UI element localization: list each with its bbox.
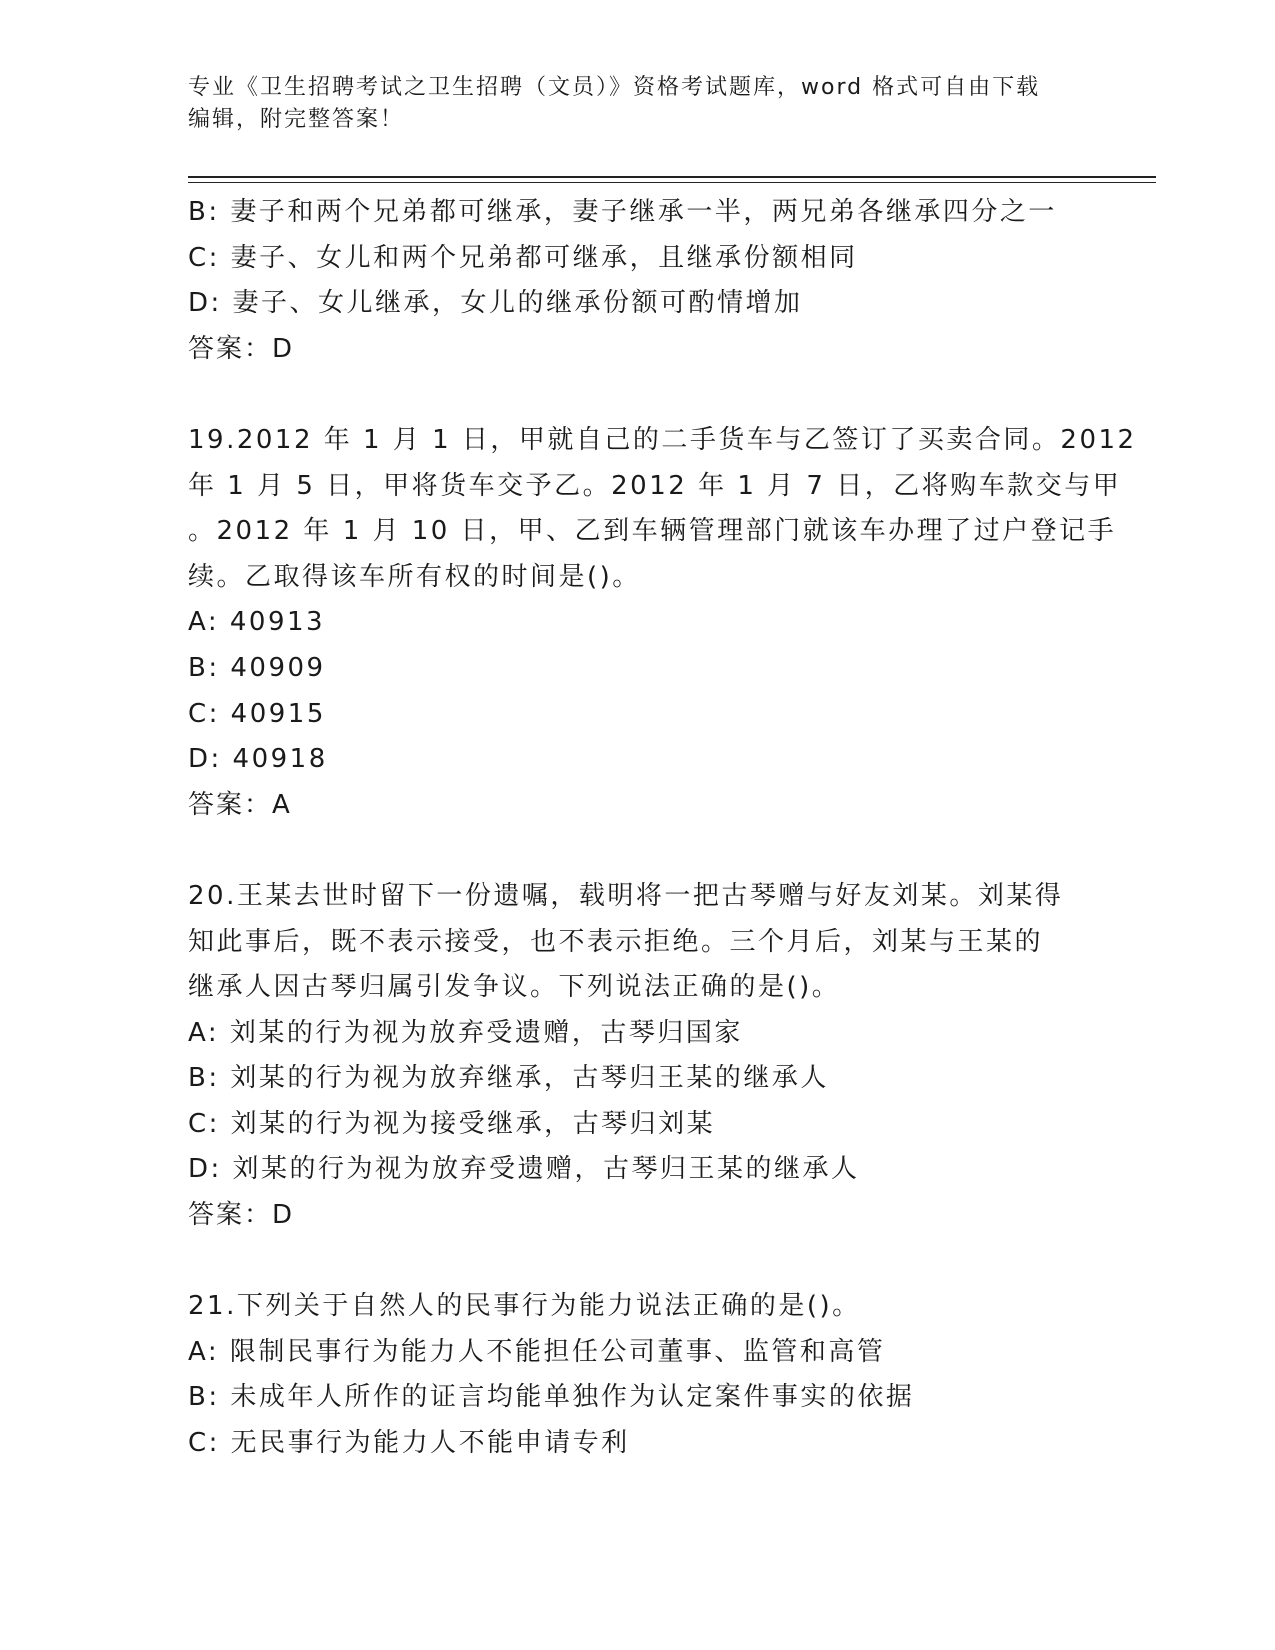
option-a: A: 40913 [188, 607, 326, 638]
question-18 [188, 190, 1088, 372]
question-stem-line: 19.2012 年 1 月 1 日，甲就自己的二手货车与乙签订了买卖合同。2012 [188, 424, 1137, 455]
question-stem-line: 年 1 月 5 日，甲将货车交予乙。2012 年 1 月 7 日，乙将购车款交与甲 [188, 470, 1122, 501]
option-c: C: 刘某的行为视为接受继承，古琴归刘某 [188, 1108, 716, 1139]
question-stem-line: 知此事后，既不表示接受，也不表示拒绝。三个月后，刘某与王某的 [188, 926, 1044, 957]
option-a: A: 刘某的行为视为放弃受遗赠，古琴归国家 [188, 1017, 743, 1048]
option-d: D: 刘某的行为视为放弃受遗赠，古琴归王某的继承人 [188, 1154, 860, 1185]
answer-line: 答案：A [188, 789, 292, 820]
option-c: C: 40915 [188, 698, 326, 729]
answer-line: 答案：D [188, 1200, 295, 1231]
header-title-line-1: 专业《卫生招聘考试之卫生招聘（文员）》资格考试题库，word 格式可自由下载 [188, 75, 1041, 100]
question-stem-line: 续。乙取得该车所有权的时间是()。 [188, 561, 641, 592]
option-a: A: 限制民事行为能力人不能担任公司董事、监管和高管 [188, 1336, 886, 1367]
spacer [188, 828, 1088, 874]
option-c: C: 无民事行为能力人不能申请专利 [188, 1428, 630, 1459]
question-21 [188, 1284, 1088, 1466]
question-stem-line: 继承人因古琴归属引发争议。下列说法正确的是()。 [188, 972, 841, 1003]
option-b: B: 40909 [188, 652, 326, 683]
question-stem-line: 。2012 年 1 月 10 日，甲、乙到车辆管理部门就该车办理了过户登记手 [188, 516, 1117, 547]
option-b: B: 妻子和两个兄弟都可继承，妻子继承一半，两兄弟各继承四分之一 [188, 197, 1057, 227]
header-divider-thick [188, 176, 1156, 178]
question-20 [188, 874, 1088, 1239]
question-19 [188, 418, 1137, 828]
document-header [188, 72, 1088, 136]
spacer [188, 372, 1088, 418]
option-b: B: 刘某的行为视为放弃继承，古琴归王某的继承人 [188, 1063, 829, 1094]
spacer [188, 1239, 1088, 1285]
option-d: D: 妻子、女儿继承，女儿的继承份额可酌情增加 [188, 288, 803, 319]
question-content [188, 190, 1137, 1467]
option-b: B: 未成年人所作的证言均能单独作为认定案件事实的依据 [188, 1382, 915, 1413]
option-d: D: 40918 [188, 744, 328, 775]
header-divider-thin [188, 182, 1156, 183]
question-stem-line: 20.王某去世时留下一份遗嘱，载明将一把古琴赠与好友刘某。刘某得 [188, 880, 1064, 911]
question-stem-line: 21.下列关于自然人的民事行为能力说法正确的是()。 [188, 1291, 861, 1322]
header-title-line-2: 编辑，附完整答案！ [188, 107, 405, 132]
answer-line: 答案：D [188, 333, 295, 364]
option-c: C: 妻子、女儿和两个兄弟都可继承，且继承份额相同 [188, 242, 858, 273]
